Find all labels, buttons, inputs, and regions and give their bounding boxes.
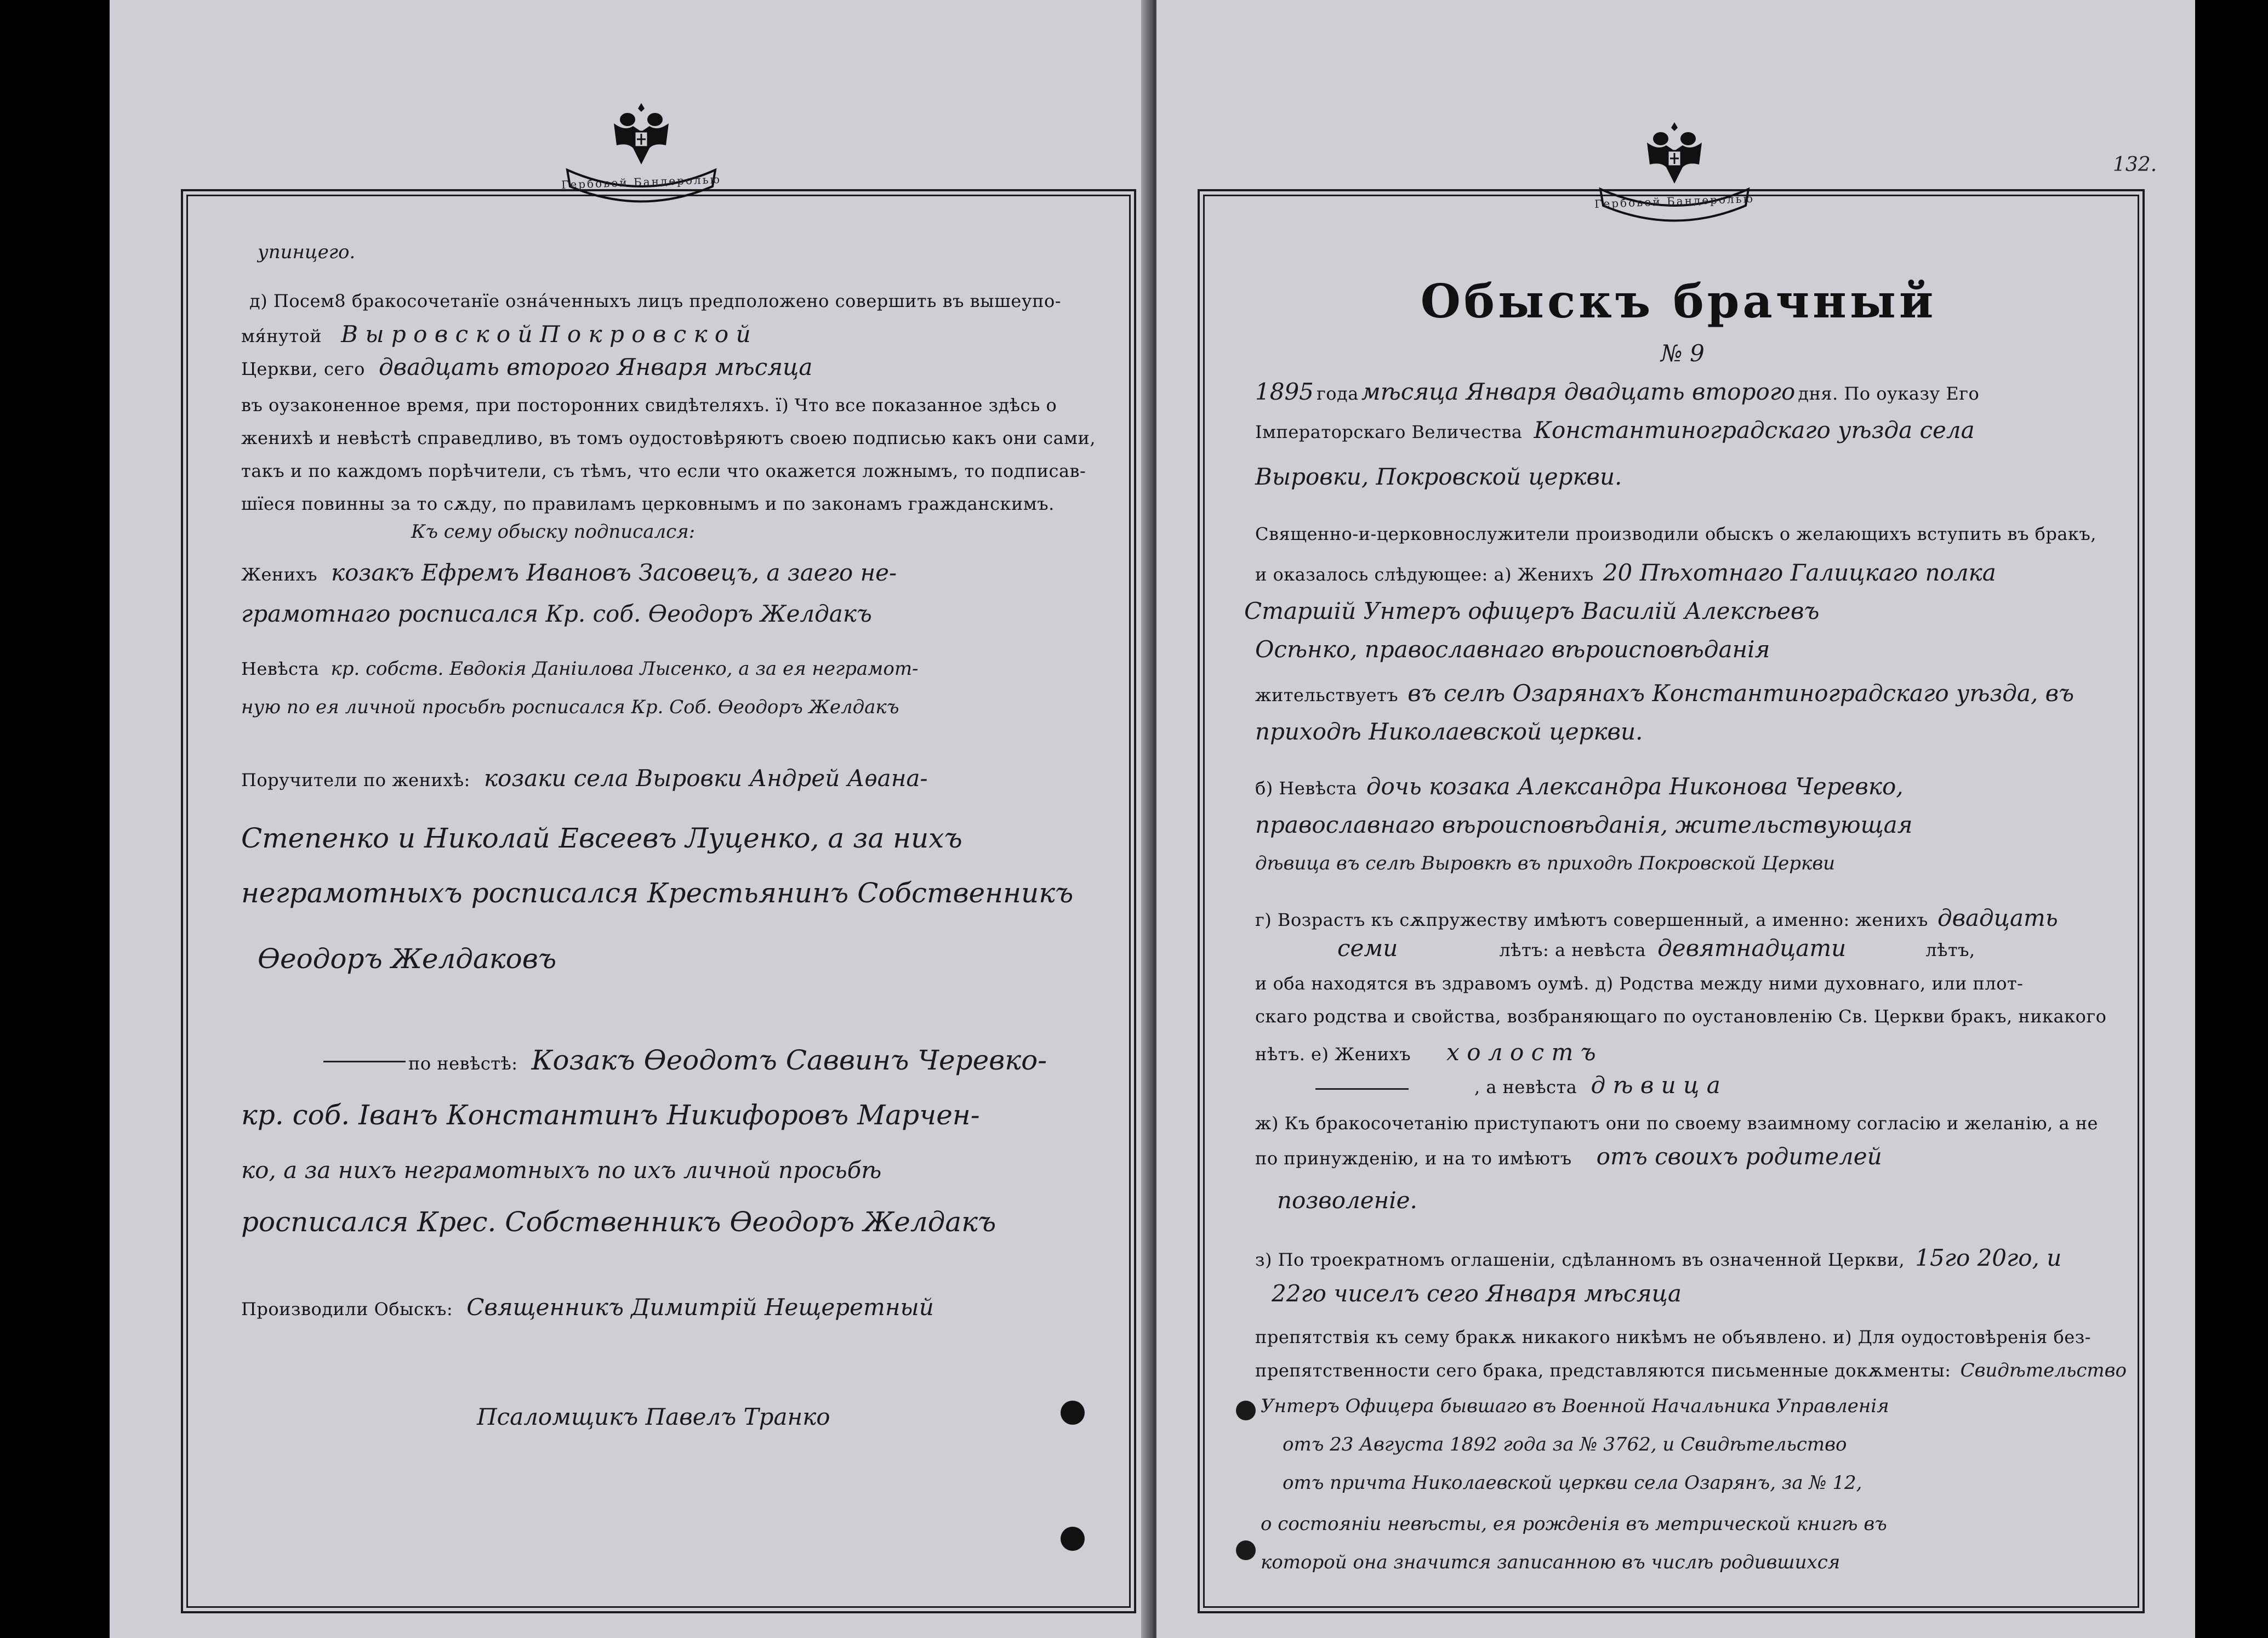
right-p11: православнаго вѣроисповѣданія, жительствующая [1255,811,1913,838]
left-para-d-line6: такъ и по каждомъ порѣчители, съ тѣмъ, что если что окажется ложнымъ, то подписав- [241,460,1086,481]
right-p5: и оказалось слѣдующее: а) Женихъ 20 Пѣхотнаго Галицкаго полка [1255,559,1996,586]
guar-groom-line1: Поручители по женихѣ: козаки села Выровки Андрей Аѳана- [241,765,928,792]
right-p10: б) Невѣста дочь козака Александра Никонова Черевко, [1255,773,1904,800]
double-headed-eagle-icon [1642,118,1707,189]
folio-number: 132. [2113,153,2157,176]
right-p24: препятствія къ сему бракѫ никакого никѣмъ не объявлено. и) Для оудостовѣренія без- [1255,1327,2091,1347]
right-p4: Священно-и-церковнослужители производили обыскъ о желающихъ вступить въ бракъ, [1255,524,2096,544]
bride-line2: ную по ея личной просьбѣ росписался Кр. Соб. Өеодоръ Желдакъ [241,696,899,718]
right-p6: Старшій Унтеръ офицеръ Василій Алексѣевъ [1244,598,1820,624]
left-hw-fragment-top: упинцего. [258,241,356,263]
groom-line1: Женихъ козакъ Ефремъ Ивановъ Засовецъ, а заего не- [241,559,897,586]
search-label: Производили Обыскъ: [241,1299,453,1320]
eagle-ribbon-text: Гербовой Бандеролью [1594,191,1755,211]
right-p27: отъ 23 Августа 1892 года за № 3762, и Свидѣтельство [1283,1434,1847,1455]
imperial-eagle-emblem-left [559,82,723,214]
guar-bride-line2: кр. соб. Іванъ Константинъ Никифоровъ Марчен- [241,1099,980,1131]
book-shadow-edge [0,0,115,1638]
right-p13: г) Возрастъ къ сѫпружеству имѣютъ совершенный, а именно: женихъ двадцать [1255,905,2058,931]
binding-hole [1061,1527,1085,1551]
church-name-hw: В ы р о в с к о й П о к р о в с к о й [341,321,751,348]
priest-signature: Священникъ Димитрій Нещеретный [466,1294,934,1321]
guar-bride-line4: росписался Крес. Собственникъ Өеодоръ Желдакъ [241,1206,996,1238]
guar-bride-line1: по невѣстѣ: Козакъ Өеодотъ Саввинъ Черевко- [408,1044,1047,1076]
binding-hole [1236,1540,1256,1560]
right-p14: семи лѣтъ: а невѣста девятнадцати лѣтъ, [1337,935,1975,962]
right-p22: з) По троекратномъ оглашеніи, сдѣланномъ въ означенной Церкви, 15го 20го, и [1255,1244,2062,1271]
right-p20: по принужденію, и на то имѣютъ отъ своихъ родителей [1255,1143,1882,1170]
left-para-d-line5: женихѣ и невѣстѣ справедливо, въ томъ оудостовѣряютъ своею подписью какъ они сами, [241,428,1096,448]
right-p9: приходѣ Николаевской церкви. [1255,718,1643,745]
clerk-signature: Псаломщикъ Павелъ Транко [477,1403,830,1430]
right-p3: Выровки, Покровской церкви. [1255,463,1622,490]
groom-label: Женихъ [241,564,317,585]
right-p2: Імператорскаго Величества Константиноградскаго уѣзда села [1255,417,1975,443]
left-para-d-line2: мя́нутой В ы р о в с к о й П о к р о в с к о й [241,321,751,348]
right-p18: , а невѣста д ѣ в и ц а [1474,1072,1720,1099]
left-para-d-line4: въ оузаконенное время, при посторонних свидѣтеляхъ. ї) Что все показанное здѣсь о [241,395,1057,416]
right-p25: препятственности сего брака, представляются письменные докѫменты: Свидѣтельство [1255,1360,2127,1381]
double-headed-eagle-icon [608,99,674,170]
date-hw: двадцать второго Января мѣсяца [379,354,813,380]
right-p12: дѣвица въ селѣ Выровкѣ въ приходѣ Покровской Церкви [1255,852,1836,874]
binding-hole [1061,1401,1085,1425]
para-d-text: Посем8 бракосочетанїе озна́ченныхъ лицъ предположено совершить въ вышеупо- [273,291,1062,311]
dash-rule [1315,1088,1409,1090]
search-line [241,1294,934,1321]
binding-hole [1236,1401,1256,1420]
right-p21: позволеніе. [1277,1187,1417,1214]
guar-groom-label: Поручители по женихѣ: [241,770,470,790]
groom-line2: грамотнаго росписался Кр. соб. Өеодоръ Желдакъ [241,600,872,627]
guar-groom-line4: Өеодоръ Желдаковъ [258,943,557,975]
bride-label: Невѣста [241,658,320,679]
dash-rule [323,1061,406,1062]
left-para-d-line8-hw: Къ сему обыску подписался: [411,521,696,543]
eagle-ribbon-text: Гербовой Бандеролью [561,172,722,192]
left-para-d-line3: Церкви, сего двадцать второго Января мѣсяца [241,354,813,380]
right-p30: которой она значится записанною въ числѣ родившихся [1261,1551,1840,1573]
right-p23: 22го чиселъ сего Января мѣсяца [1272,1280,1682,1307]
para-d-prefix: д) [249,291,268,311]
guar-bride-line3: ко, а за нихъ неграмотныхъ по ихъ личной просьбѣ [241,1157,882,1184]
guar-groom-line3: неграмотныхъ росписался Крестьянинъ Собственникъ [241,877,1074,909]
bride-line1: Невѣста кр. собств. Евдокія Даніилова Лысенко, а за ея неграмот- [241,658,919,680]
right-p1: 1895 года мѣсяца Января двадцать второго дня. По оуказу Его [1255,378,1980,405]
guar-groom-line2: Степенко и Николай Евсеевъ Луценко, а за нихъ [241,822,962,854]
right-p19: ж) Къ бракосочетанію приступаютъ они по своему взаимному согласію и желанію, а не [1255,1113,2098,1134]
right-p15: и оба находятся въ здравомъ оумѣ. д) Родства между ними духовнаго, или плот- [1255,973,2024,994]
right-p29: о состояніи невѣсты, ея рожденія въ метрической книгѣ въ [1261,1513,1887,1535]
document-title: Обыскъ брачный [1420,274,1937,328]
right-p8: жительствуетъ въ селѣ Озарянахъ Константиноградскаго уѣзда, въ [1255,680,2075,707]
right-p16: скаго родства и свойства, возбраняющаго по оустановленію Св. Церкви бракъ, никакого [1255,1006,2107,1027]
guar-bride-label: по невѣстѣ: [408,1053,518,1074]
record-number-hw: № 9 [1661,340,1705,367]
right-p26: Унтеръ Офицера бывшаго въ Военной Начальника Управленія [1261,1395,1889,1417]
imperial-eagle-emblem-right [1592,101,1757,233]
left-para-d-line1 [249,291,1061,311]
right-p17: нѣтъ. е) Женихъ х о л о с т ъ [1255,1039,1596,1066]
right-p7: Осѣнко, православнаго вѣроисповѣданія [1255,636,1770,663]
left-para-d-line7: шїеся повинны за то сѫду, по правиламъ церковнымъ и по законамъ гражданскимъ. [241,493,1055,514]
right-p28: отъ причта Николаевской церкви села Озарянъ, за № 12, [1283,1472,1862,1494]
